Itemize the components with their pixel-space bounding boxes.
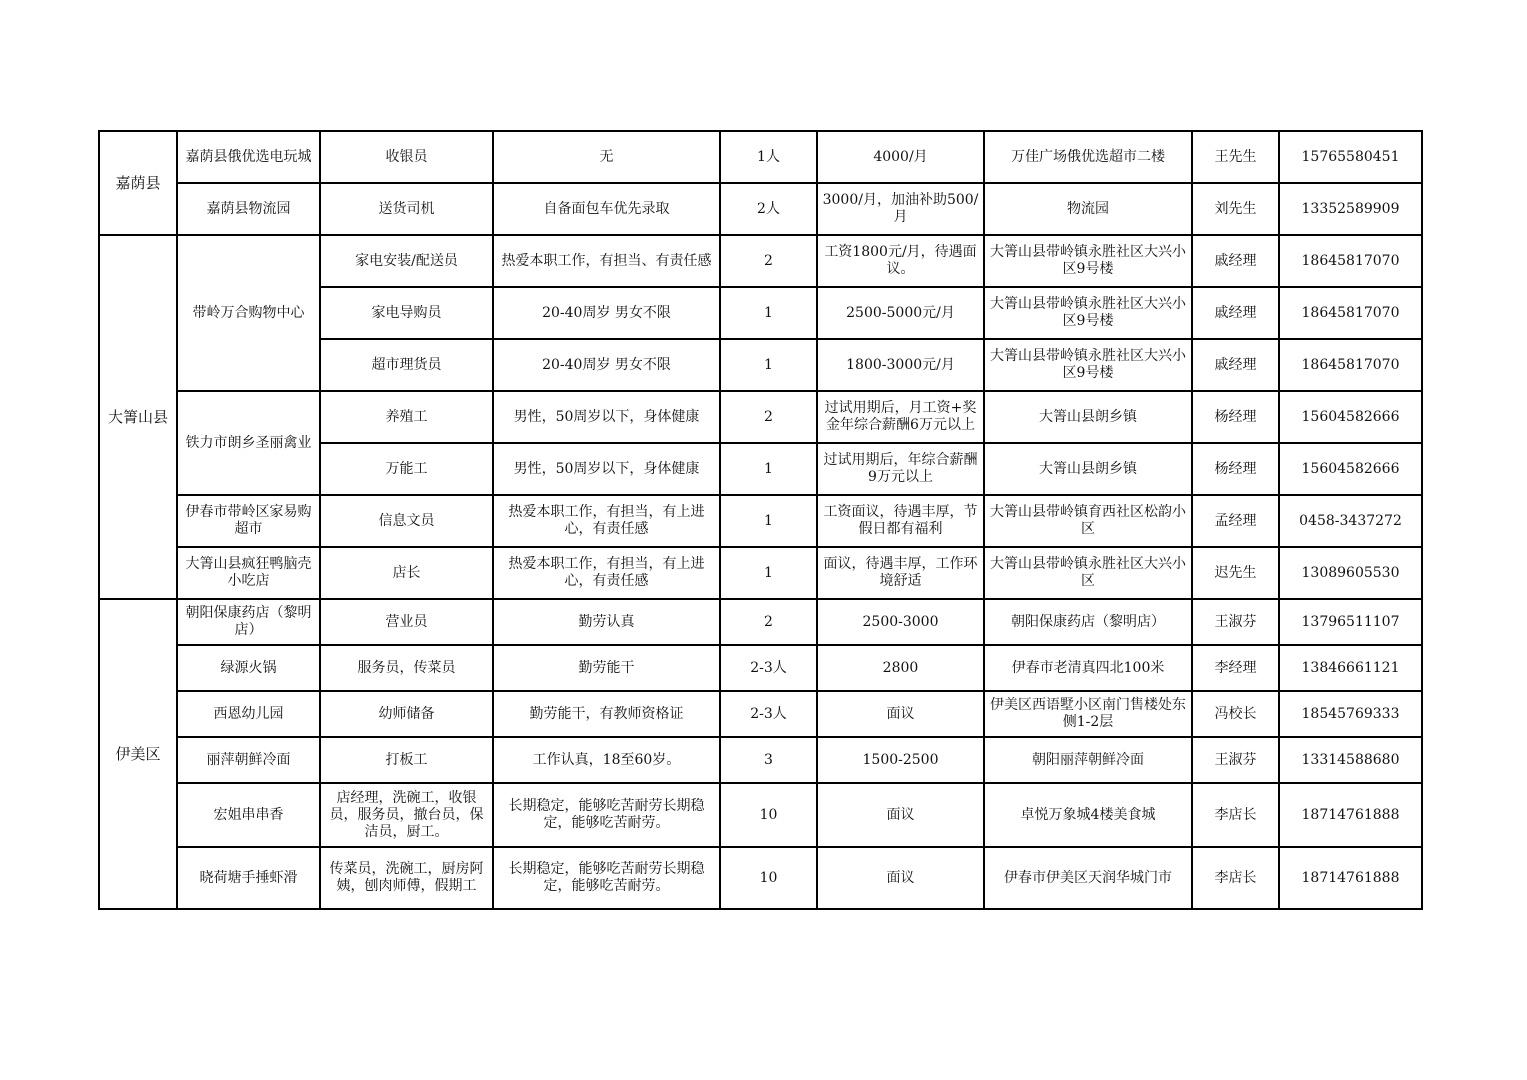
salary-cell: 工资面议，待遇丰厚，节假日都有福利 — [817, 495, 984, 547]
contact-cell: 戚经理 — [1192, 235, 1279, 287]
table-row — [99, 783, 1422, 847]
count-cell: 1 — [720, 495, 817, 547]
region-cell: 伊美区 — [99, 599, 177, 909]
position-cell: 家电导购员 — [320, 287, 493, 339]
salary-cell: 面议 — [817, 783, 984, 847]
requirement-cell: 20-40周岁 男女不限 — [493, 287, 720, 339]
salary-cell: 2500-3000 — [817, 599, 984, 645]
position-cell: 超市理货员 — [320, 339, 493, 391]
position-cell: 营业员 — [320, 599, 493, 645]
address-cell: 伊春市老清真四北100米 — [984, 645, 1192, 691]
requirement-cell: 勤劳能干 — [493, 645, 720, 691]
salary-cell: 过试用期后，月工资+奖金年综合薪酬6万元以上 — [817, 391, 984, 443]
contact-cell: 王淑芬 — [1192, 737, 1279, 783]
company-cell: 丽萍朝鲜冷面 — [177, 737, 320, 783]
requirement-cell: 20-40周岁 男女不限 — [493, 339, 720, 391]
phone-cell: 18645817070 — [1279, 339, 1422, 391]
table-row — [99, 847, 1422, 909]
region-cell: 大箐山县 — [99, 235, 177, 599]
requirement-cell: 无 — [493, 131, 720, 183]
job-listings-table — [98, 130, 1423, 910]
table-row — [99, 131, 1422, 183]
contact-cell: 王淑芬 — [1192, 599, 1279, 645]
contact-cell: 冯校长 — [1192, 691, 1279, 737]
table-row — [99, 691, 1422, 737]
contact-cell: 杨经理 — [1192, 443, 1279, 495]
phone-cell: 13846661121 — [1279, 645, 1422, 691]
address-cell: 大箐山县朗乡镇 — [984, 443, 1192, 495]
address-cell: 大箐山县朗乡镇 — [984, 391, 1192, 443]
count-cell: 2-3人 — [720, 645, 817, 691]
count-cell: 2 — [720, 235, 817, 287]
company-cell: 宏姐串串香 — [177, 783, 320, 847]
salary-cell: 4000/月 — [817, 131, 984, 183]
count-cell: 1 — [720, 547, 817, 599]
contact-cell: 杨经理 — [1192, 391, 1279, 443]
salary-cell: 面议 — [817, 691, 984, 737]
position-cell: 打板工 — [320, 737, 493, 783]
contact-cell: 迟先生 — [1192, 547, 1279, 599]
count-cell: 2人 — [720, 183, 817, 235]
table-row — [99, 547, 1422, 599]
phone-cell: 13352589909 — [1279, 183, 1422, 235]
count-cell: 1人 — [720, 131, 817, 183]
contact-cell: 刘先生 — [1192, 183, 1279, 235]
address-cell: 朝阳丽萍朝鲜冷面 — [984, 737, 1192, 783]
phone-cell: 0458-3437272 — [1279, 495, 1422, 547]
requirement-cell: 热爱本职工作，有担当、有责任感 — [493, 235, 720, 287]
table-row — [99, 737, 1422, 783]
address-cell: 大箐山县带岭镇永胜社区大兴小区9号楼 — [984, 339, 1192, 391]
salary-cell: 1800-3000元/月 — [817, 339, 984, 391]
phone-cell: 18545769333 — [1279, 691, 1422, 737]
table-row — [99, 391, 1422, 443]
position-cell: 收银员 — [320, 131, 493, 183]
requirement-cell: 长期稳定，能够吃苦耐劳长期稳定，能够吃苦耐劳。 — [493, 847, 720, 909]
address-cell: 伊春市伊美区天润华城门市 — [984, 847, 1192, 909]
phone-cell: 13796511107 — [1279, 599, 1422, 645]
contact-cell: 李经理 — [1192, 645, 1279, 691]
position-cell: 万能工 — [320, 443, 493, 495]
company-cell: 西恩幼儿园 — [177, 691, 320, 737]
salary-cell: 2800 — [817, 645, 984, 691]
address-cell: 伊美区西语墅小区南门售楼处东侧1-2层 — [984, 691, 1192, 737]
table-row — [99, 235, 1422, 287]
requirement-cell: 男性，50周岁以下，身体健康 — [493, 443, 720, 495]
phone-cell: 13089605530 — [1279, 547, 1422, 599]
count-cell: 3 — [720, 737, 817, 783]
count-cell: 2 — [720, 391, 817, 443]
count-cell: 1 — [720, 339, 817, 391]
phone-cell: 18714761888 — [1279, 847, 1422, 909]
requirement-cell: 自备面包车优先录取 — [493, 183, 720, 235]
contact-cell: 戚经理 — [1192, 339, 1279, 391]
requirement-cell: 长期稳定，能够吃苦耐劳长期稳定，能够吃苦耐劳。 — [493, 783, 720, 847]
salary-cell: 面议 — [817, 847, 984, 909]
address-cell: 大箐山县带岭镇永胜社区大兴小区9号楼 — [984, 287, 1192, 339]
contact-cell: 李店长 — [1192, 847, 1279, 909]
salary-cell: 3000/月，加油补助500/月 — [817, 183, 984, 235]
requirement-cell: 勤劳能干，有教师资格证 — [493, 691, 720, 737]
position-cell: 家电安装/配送员 — [320, 235, 493, 287]
address-cell: 物流园 — [984, 183, 1192, 235]
position-cell: 传菜员，洗碗工，厨房阿姨，刨肉师傅，假期工 — [320, 847, 493, 909]
company-cell: 绿源火锅 — [177, 645, 320, 691]
salary-cell: 2500-5000元/月 — [817, 287, 984, 339]
phone-cell: 15765580451 — [1279, 131, 1422, 183]
salary-cell: 工资1800元/月，待遇面议。 — [817, 235, 984, 287]
salary-cell: 过试用期后，年综合薪酬9万元以上 — [817, 443, 984, 495]
company-cell: 嘉荫县物流园 — [177, 183, 320, 235]
position-cell: 送货司机 — [320, 183, 493, 235]
phone-cell: 15604582666 — [1279, 391, 1422, 443]
address-cell: 万佳广场俄优选超市二楼 — [984, 131, 1192, 183]
company-cell: 朝阳保康药店（黎明店） — [177, 599, 320, 645]
requirement-cell: 热爱本职工作，有担当，有上进心，有责任感 — [493, 495, 720, 547]
count-cell: 1 — [720, 443, 817, 495]
requirement-cell: 热爱本职工作，有担当，有上进心，有责任感 — [493, 547, 720, 599]
count-cell: 1 — [720, 287, 817, 339]
company-cell: 铁力市朗乡圣丽禽业 — [177, 391, 320, 495]
phone-cell: 18714761888 — [1279, 783, 1422, 847]
requirement-cell: 工作认真，18至60岁。 — [493, 737, 720, 783]
position-cell: 信息文员 — [320, 495, 493, 547]
count-cell: 2 — [720, 599, 817, 645]
count-cell: 10 — [720, 783, 817, 847]
requirement-cell: 男性，50周岁以下，身体健康 — [493, 391, 720, 443]
address-cell: 朝阳保康药店（黎明店） — [984, 599, 1192, 645]
company-cell: 嘉荫县俄优选电玩城 — [177, 131, 320, 183]
company-cell: 带岭万合购物中心 — [177, 235, 320, 391]
phone-cell: 13314588680 — [1279, 737, 1422, 783]
table-row — [99, 183, 1422, 235]
address-cell: 大箐山县带岭镇育西社区松韵小区 — [984, 495, 1192, 547]
position-cell: 店经理，洗碗工，收银员，服务员，撤台员，保洁员，厨工。 — [320, 783, 493, 847]
salary-cell: 面议，待遇丰厚，工作环境舒适 — [817, 547, 984, 599]
phone-cell: 18645817070 — [1279, 235, 1422, 287]
contact-cell: 孟经理 — [1192, 495, 1279, 547]
company-cell: 晓荷塘手捶虾滑 — [177, 847, 320, 909]
address-cell: 大箐山县带岭镇永胜社区大兴小区 — [984, 547, 1192, 599]
company-cell: 伊春市带岭区家易购超市 — [177, 495, 320, 547]
contact-cell: 王先生 — [1192, 131, 1279, 183]
count-cell: 10 — [720, 847, 817, 909]
salary-cell: 1500-2500 — [817, 737, 984, 783]
company-cell: 大箐山县疯狂鸭脑壳小吃店 — [177, 547, 320, 599]
phone-cell: 15604582666 — [1279, 443, 1422, 495]
position-cell: 幼师储备 — [320, 691, 493, 737]
address-cell: 大箐山县带岭镇永胜社区大兴小区9号楼 — [984, 235, 1192, 287]
table-row — [99, 599, 1422, 645]
contact-cell: 戚经理 — [1192, 287, 1279, 339]
requirement-cell: 勤劳认真 — [493, 599, 720, 645]
region-cell: 嘉荫县 — [99, 131, 177, 235]
contact-cell: 李店长 — [1192, 783, 1279, 847]
address-cell: 卓悦万象城4楼美食城 — [984, 783, 1192, 847]
position-cell: 店长 — [320, 547, 493, 599]
count-cell: 2-3人 — [720, 691, 817, 737]
position-cell: 养殖工 — [320, 391, 493, 443]
phone-cell: 18645817070 — [1279, 287, 1422, 339]
table-row — [99, 495, 1422, 547]
table-row — [99, 645, 1422, 691]
position-cell: 服务员，传菜员 — [320, 645, 493, 691]
